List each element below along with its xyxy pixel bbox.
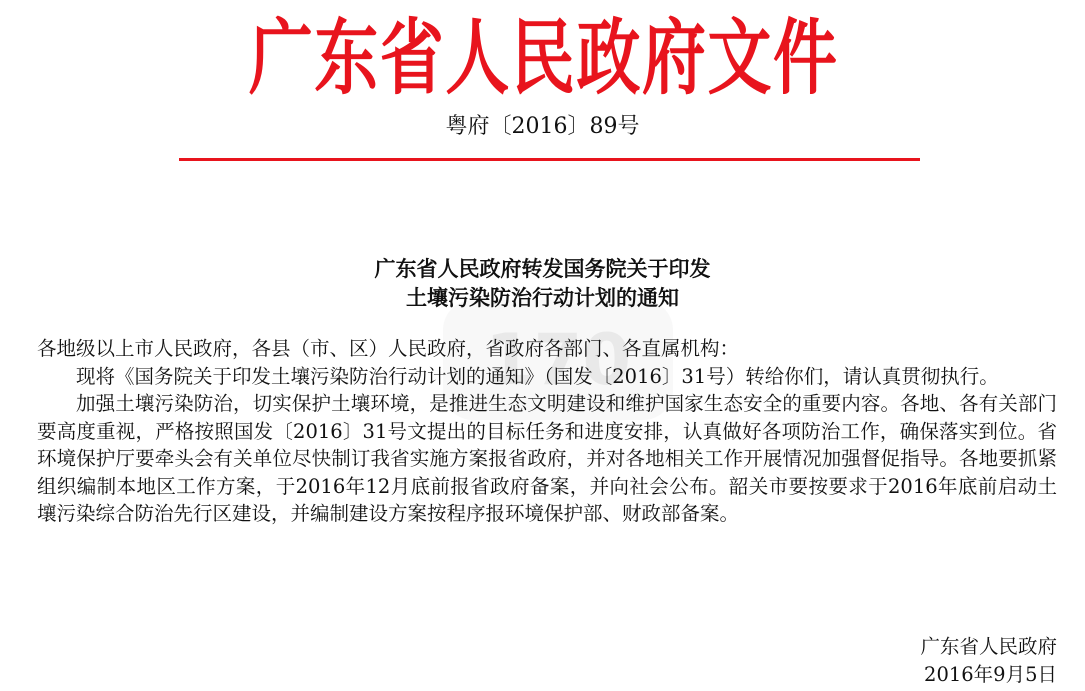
salutation: 各地级以上市人民政府，各县（市、区）人民政府，省政府各部门、各直属机构： [37,337,740,360]
issue-date: 2016年9月5日 [924,663,1057,686]
title-line-2: 土壤污染防治行动计划的通知 [406,285,679,310]
red-divider-line [179,158,920,161]
document-title [0,254,1085,312]
signature-block [757,633,1057,689]
issuer-name: 广东省人民政府 [920,635,1057,658]
document-number: 粤府〔2016〕89号 [445,114,640,139]
document-body [37,335,1057,528]
title-line-1: 广东省人民政府转发国务院关于印发 [374,256,711,281]
watermark-logo: 170 [443,300,673,420]
body-paragraph-1: 现将《国务院关于印发土壤污染防治行动计划的通知》（国发〔2016〕31号）转给你们，请认真贯彻执行。 [76,364,999,388]
body-paragraph-2: 加强土壤污染防治，切实保护土壤环境，是推进生态文明建设和维护国家生态安全的重要内容。各地、各有关部门要高度重视，严格按照国发〔2016〕31号文提出的目标任务和进度安排，认真做好各项防治工作，确保落实到位。省环境保护厅要牵头会有关单位尽快制订我省实施方案报省政府，并对各地相关工作开展情况加强督促指导。各地要抓紧组织编制本地区工作方案，于2016年12月底前报省政府备案，并向社会公布。韶关市要按要求于2016年底前启动土壤污染综合防治先行区建设，并编制建设方案按程序报环境保护部、财政部备案。 [37,392,1057,525]
document-masthead: 广东省人民政府文件 [248,10,839,106]
